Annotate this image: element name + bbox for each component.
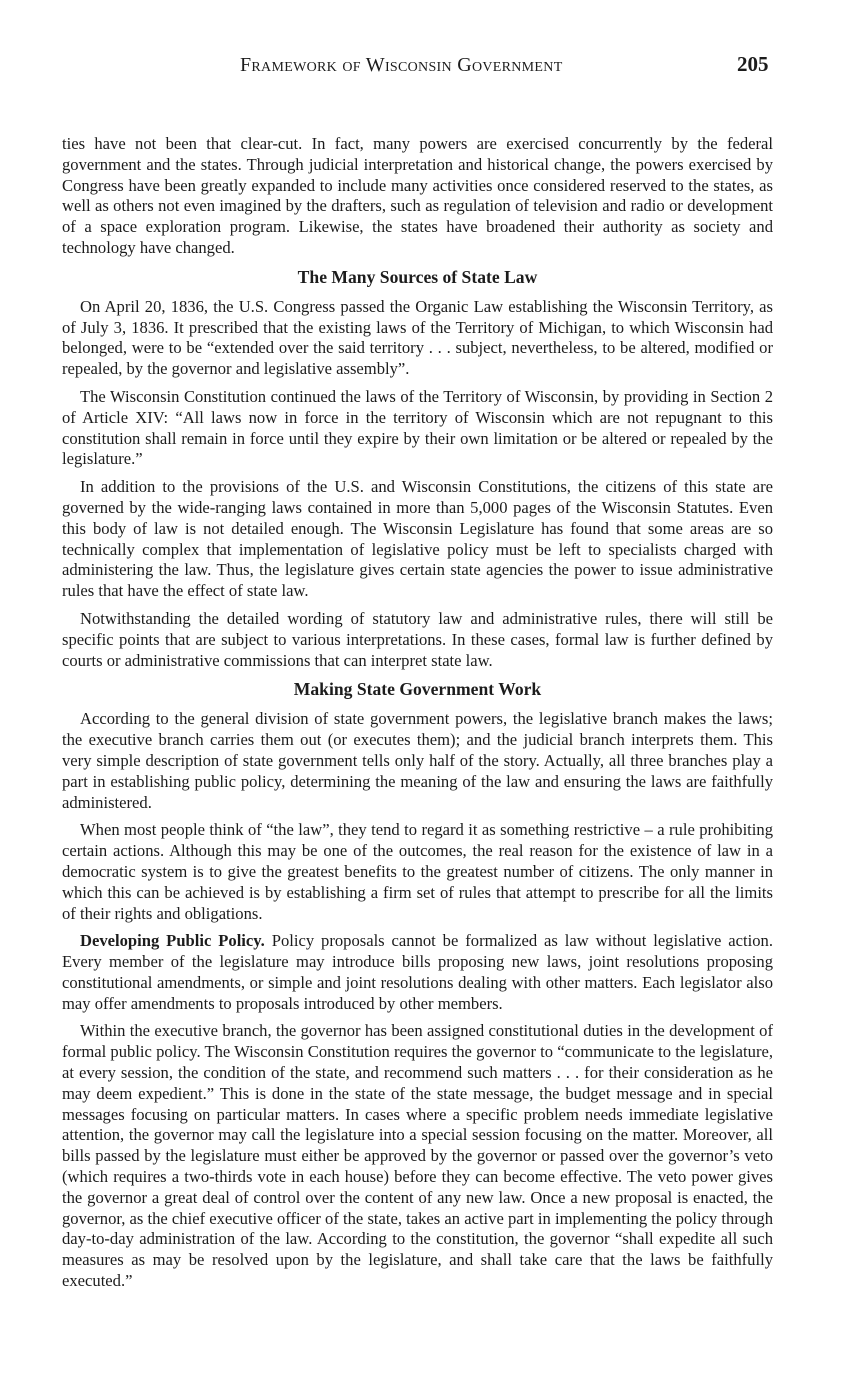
paragraph-interpretation: Notwithstanding the detailed wording of statutory law and administrative rules, there will still be specific points that are subject to various interpretations. In these cases, formal law is further defined by courts or administrative commissions that can interpret state law. — [62, 608, 773, 670]
paragraph-public-policy-text: Policy proposals cannot be formalized as law without legislative action. Every member of the legislature may introduce bills proposing new laws, joint resolutions proposing constitutional amendments, or simple and joint resolutions dealing with other matters. Each legislator also may offer amendments to proposals introduced by other members. — [62, 931, 774, 1013]
paragraph-executive-branch: Within the executive branch, the governor has been assigned constitutional duties in the development of formal public policy. The Wisconsin Constitution requires the governor to “communicate to the legislature, at every session, the condition of the state, and recommend such matters . . . for their consideration as he may deem expedient.” This is done in the state of the state message, the budget message and in special messages focusing on particular matters. In cases where a specific problem needs immediate legislative attention, the governor may call the legislature into a special session focusing on the matter. Moreover, all bills passed by the legislature must either be approved by the governor or passed over the governor’s veto (which requires a two-thirds vote in each house) before they can become effective. The veto power gives the governor a great deal of control over the content of any new law. Once a new proposal is enacted, the governor, as the chief executive officer of the state, takes an active part in implementing the policy through day-to-day administration of the law. According to the constitution, the governor “shall expedite all such measures as may be resolved upon by the legislature, and shall take care that the laws be faithfully executed.” — [62, 1021, 773, 1291]
paragraph-continued: ties have not been that clear-cut. In fact, many powers are exercised concurrently by the federal government and the states. Through judicial interpretation and historical change, the powers exercised by Congress have been greatly expanded to include many activities once considered reserved to the states, as well as others not even imagined by the drafters, such as regulation of television and radio or development of a space exploration program. Likewise, the states have broadened their authority as society and technology have changed. — [62, 134, 773, 257]
section-heading-sources-of-state-law: The Many Sources of State Law — [297, 266, 538, 287]
section-heading-making-government-work: Making State Government Work — [293, 679, 542, 700]
page-number: 205 — [737, 52, 769, 76]
running-head — [0, 52, 859, 82]
body-text — [62, 134, 773, 1299]
paragraph-organic-law: On April 20, 1836, the U.S. Congress passed the Organic Law establishing the Wisconsin Territory, as of July 3, 1836. It prescribed that the existing laws of the Territory of Michigan, to which Wisconsin had belonged, were to be “extended over the said territory . . . subject, nevertheless, to be altered, modified or repealed, by the governor and legislative assembly”. — [62, 296, 773, 379]
running-title: Framework of Wisconsin Government — [240, 54, 563, 76]
paragraph-the-law: When most people think of “the law”, they tend to regard it as something restrictive – a rule prohibiting certain actions. Although this may be one of the outcomes, the real reason for the existence of law in a democratic system is to give the greatest benefits to the greatest number of citizens. The only manner in which this can be achieved is by establishing a firm set of rules that attempt to prescribe for all the limits of their rights and obligations. — [62, 820, 773, 923]
paragraph-wisconsin-constitution: The Wisconsin Constitution continued the laws of the Territory of Wisconsin, by providing in Section 2 of Article XIV: “All laws now in force in the territory of Wisconsin which are not repugnant to this constitution shall remain in force until they expire by their own limitation or be altered or repealed by the legislature.” — [62, 386, 773, 469]
paragraph-statutes: In addition to the provisions of the U.S. and Wisconsin Constitutions, the citizens of this state are governed by the wide-ranging laws contained in more than 5,000 pages of the Wisconsin Statutes. Even this body of law is not detailed enough. The Wisconsin Legislature has found that some areas are so technically complex that implementation of legislative policy must be left to specialists charged with administering the law. Thus, the legislature gives certain state agencies the power to issue administrative rules that have the effect of state law. — [62, 477, 773, 601]
paragraph-branches: According to the general division of state government powers, the legislative branch makes the laws; the executive branch carries them out (or executes them); and the judicial branch interprets them. This very simple description of state government tells only half of the story. Actually, all three branches play a part in establishing public policy, determining the meaning of the law and ensuring the laws are faithfully administered. — [62, 709, 773, 812]
paragraph-public-policy — [62, 931, 773, 1014]
run-in-heading-public-policy: Developing Public Policy. — [80, 931, 265, 951]
